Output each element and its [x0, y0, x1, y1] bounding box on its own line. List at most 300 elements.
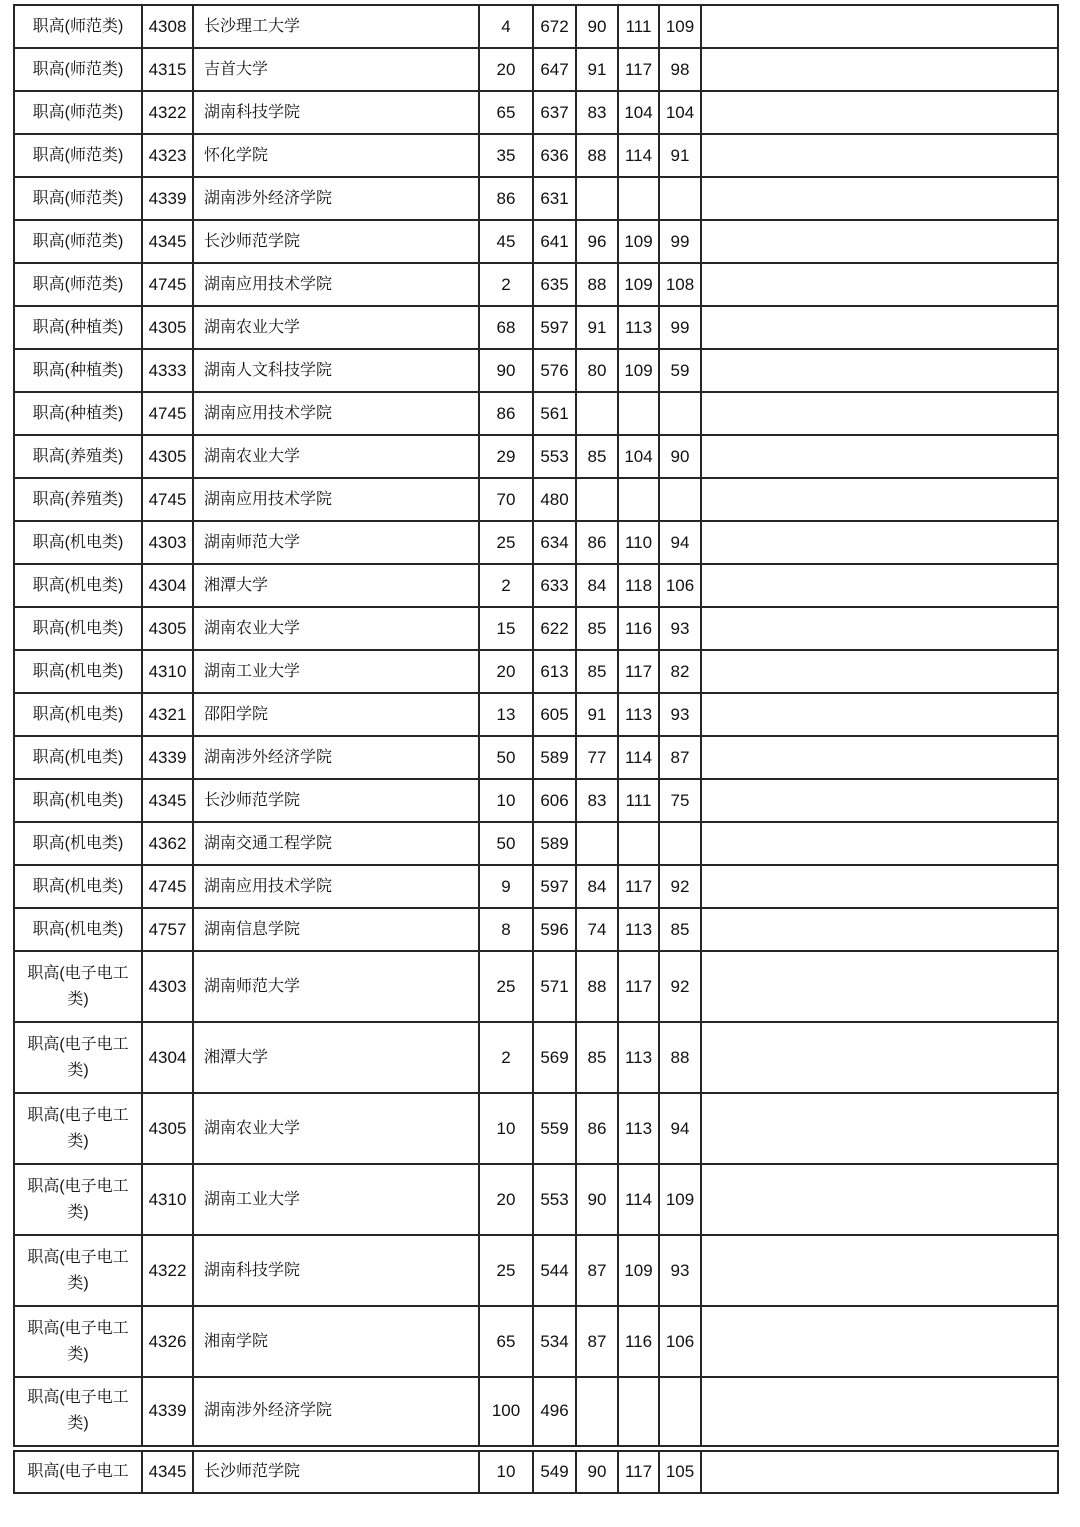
school-name-cell: 湖南工业大学 [193, 650, 479, 693]
score2-cell [618, 478, 659, 521]
total-score-cell: 553 [533, 1164, 576, 1235]
school-code-cell: 4345 [142, 1448, 193, 1493]
plan-count-cell: 20 [479, 1164, 533, 1235]
school-name-cell: 湖南人文科技学院 [193, 349, 479, 392]
score2-cell: 117 [618, 865, 659, 908]
total-score-cell: 633 [533, 564, 576, 607]
score2-cell: 116 [618, 1306, 659, 1377]
school-name-cell: 长沙师范学院 [193, 1448, 479, 1493]
score2-cell [618, 1377, 659, 1448]
note-cell [701, 822, 1058, 865]
table-row [14, 908, 1058, 951]
total-score-cell: 613 [533, 650, 576, 693]
score3-cell [659, 392, 701, 435]
school-name-cell: 湖南工业大学 [193, 1164, 479, 1235]
total-score-cell: 549 [533, 1448, 576, 1493]
note-cell [701, 134, 1058, 177]
category-cell: 职高(电子电工类) [14, 1377, 142, 1448]
score3-cell: 92 [659, 951, 701, 1022]
table-row [14, 650, 1058, 693]
school-code-cell: 4326 [142, 1306, 193, 1377]
note-cell [701, 693, 1058, 736]
score2-cell: 114 [618, 736, 659, 779]
total-score-cell: 559 [533, 1093, 576, 1164]
school-name-cell: 湖南涉外经济学院 [193, 177, 479, 220]
note-cell [701, 392, 1058, 435]
table-row [14, 521, 1058, 564]
plan-count-cell: 2 [479, 564, 533, 607]
score1-cell: 90 [576, 1164, 618, 1235]
plan-count-cell: 4 [479, 5, 533, 48]
school-code-cell: 4745 [142, 392, 193, 435]
score3-cell: 92 [659, 865, 701, 908]
table-row [14, 306, 1058, 349]
category-cell: 职高(种植类) [14, 349, 142, 392]
score3-cell [659, 177, 701, 220]
score2-cell: 111 [618, 5, 659, 48]
category-cell: 职高(师范类) [14, 177, 142, 220]
school-code-cell: 4304 [142, 564, 193, 607]
total-score-cell: 576 [533, 349, 576, 392]
plan-count-cell: 86 [479, 392, 533, 435]
category-cell: 职高(师范类) [14, 220, 142, 263]
score1-cell: 80 [576, 349, 618, 392]
table-row [14, 435, 1058, 478]
admission-score-table [13, 4, 1059, 1494]
category-cell: 职高(养殖类) [14, 435, 142, 478]
table-row [14, 822, 1058, 865]
score3-cell: 98 [659, 48, 701, 91]
score2-cell: 109 [618, 1235, 659, 1306]
school-name-cell: 湖南农业大学 [193, 1093, 479, 1164]
score1-cell: 84 [576, 564, 618, 607]
school-code-cell: 4321 [142, 693, 193, 736]
score2-cell: 113 [618, 1093, 659, 1164]
note-cell [701, 91, 1058, 134]
total-score-cell: 634 [533, 521, 576, 564]
score2-cell [618, 177, 659, 220]
school-code-cell: 4362 [142, 822, 193, 865]
table-row [14, 263, 1058, 306]
score1-cell: 83 [576, 779, 618, 822]
note-cell [701, 650, 1058, 693]
table-row [14, 779, 1058, 822]
note-cell [701, 521, 1058, 564]
total-score-cell: 641 [533, 220, 576, 263]
school-code-cell: 4333 [142, 349, 193, 392]
score1-cell: 85 [576, 650, 618, 693]
total-score-cell: 544 [533, 1235, 576, 1306]
school-code-cell: 4345 [142, 779, 193, 822]
plan-count-cell: 25 [479, 1235, 533, 1306]
note-cell [701, 306, 1058, 349]
table-row [14, 1093, 1058, 1164]
score2-cell: 114 [618, 134, 659, 177]
score-table-body [14, 5, 1058, 1493]
score1-cell: 88 [576, 951, 618, 1022]
score2-cell: 113 [618, 693, 659, 736]
score3-cell: 99 [659, 220, 701, 263]
plan-count-cell: 10 [479, 1093, 533, 1164]
score3-cell: 94 [659, 1093, 701, 1164]
school-code-cell: 4303 [142, 951, 193, 1022]
plan-count-cell: 2 [479, 1022, 533, 1093]
plan-count-cell: 20 [479, 650, 533, 693]
plan-count-cell: 25 [479, 951, 533, 1022]
table-row [14, 220, 1058, 263]
score1-cell: 91 [576, 306, 618, 349]
category-cell: 职高(师范类) [14, 5, 142, 48]
score1-cell: 84 [576, 865, 618, 908]
note-cell [701, 607, 1058, 650]
plan-count-cell: 65 [479, 91, 533, 134]
category-cell: 职高(机电类) [14, 822, 142, 865]
score2-cell [618, 822, 659, 865]
note-cell [701, 48, 1058, 91]
plan-count-cell: 86 [479, 177, 533, 220]
score2-cell: 113 [618, 908, 659, 951]
score1-cell: 74 [576, 908, 618, 951]
note-cell [701, 1093, 1058, 1164]
score3-cell: 99 [659, 306, 701, 349]
score1-cell: 85 [576, 1022, 618, 1093]
score1-cell: 83 [576, 91, 618, 134]
school-name-cell: 湖南信息学院 [193, 908, 479, 951]
table-row [14, 1235, 1058, 1306]
category-cell: 职高(机电类) [14, 779, 142, 822]
score3-cell [659, 1377, 701, 1448]
total-score-cell: 636 [533, 134, 576, 177]
school-code-cell: 4305 [142, 1093, 193, 1164]
school-name-cell: 湖南应用技术学院 [193, 263, 479, 306]
plan-count-cell: 8 [479, 908, 533, 951]
score1-cell [576, 822, 618, 865]
total-score-cell: 561 [533, 392, 576, 435]
category-cell: 职高(机电类) [14, 650, 142, 693]
score2-cell: 113 [618, 306, 659, 349]
total-score-cell: 496 [533, 1377, 576, 1448]
table-row [14, 607, 1058, 650]
note-cell [701, 1377, 1058, 1448]
category-cell: 职高(机电类) [14, 865, 142, 908]
total-score-cell: 622 [533, 607, 576, 650]
note-cell [701, 1164, 1058, 1235]
score3-cell: 82 [659, 650, 701, 693]
score2-cell: 104 [618, 91, 659, 134]
school-code-cell: 4310 [142, 1164, 193, 1235]
plan-count-cell: 45 [479, 220, 533, 263]
score3-cell: 105 [659, 1448, 701, 1493]
total-score-cell: 569 [533, 1022, 576, 1093]
plan-count-cell: 13 [479, 693, 533, 736]
table-row [14, 349, 1058, 392]
school-code-cell: 4308 [142, 5, 193, 48]
score2-cell: 109 [618, 349, 659, 392]
school-name-cell: 湖南师范大学 [193, 521, 479, 564]
plan-count-cell: 90 [479, 349, 533, 392]
score1-cell: 88 [576, 134, 618, 177]
school-name-cell: 湖南农业大学 [193, 607, 479, 650]
school-code-cell: 4303 [142, 521, 193, 564]
score3-cell [659, 822, 701, 865]
school-code-cell: 4310 [142, 650, 193, 693]
school-name-cell: 湘南学院 [193, 1306, 479, 1377]
score2-cell: 117 [618, 1448, 659, 1493]
plan-count-cell: 25 [479, 521, 533, 564]
score1-cell [576, 392, 618, 435]
score2-cell: 111 [618, 779, 659, 822]
note-cell [701, 435, 1058, 478]
school-code-cell: 4339 [142, 736, 193, 779]
score2-cell: 117 [618, 650, 659, 693]
school-name-cell: 湘潭大学 [193, 1022, 479, 1093]
note-cell [701, 220, 1058, 263]
plan-count-cell: 35 [479, 134, 533, 177]
category-cell: 职高(师范类) [14, 48, 142, 91]
category-cell: 职高(机电类) [14, 693, 142, 736]
school-code-cell: 4305 [142, 435, 193, 478]
school-name-cell: 长沙理工大学 [193, 5, 479, 48]
school-name-cell: 湖南农业大学 [193, 435, 479, 478]
category-cell: 职高(电子电工 [14, 1448, 142, 1493]
score1-cell: 91 [576, 48, 618, 91]
table-row [14, 134, 1058, 177]
table-row [14, 736, 1058, 779]
score2-cell: 110 [618, 521, 659, 564]
score2-cell: 117 [618, 48, 659, 91]
total-score-cell: 553 [533, 435, 576, 478]
score3-cell: 108 [659, 263, 701, 306]
score3-cell: 59 [659, 349, 701, 392]
score2-cell: 109 [618, 263, 659, 306]
table-row [14, 392, 1058, 435]
school-name-cell: 湖南科技学院 [193, 1235, 479, 1306]
note-cell [701, 5, 1058, 48]
score1-cell: 86 [576, 1093, 618, 1164]
total-score-cell: 480 [533, 478, 576, 521]
total-score-cell: 672 [533, 5, 576, 48]
category-cell: 职高(师范类) [14, 91, 142, 134]
total-score-cell: 631 [533, 177, 576, 220]
school-name-cell: 湖南师范大学 [193, 951, 479, 1022]
table-row [14, 5, 1058, 48]
plan-count-cell: 9 [479, 865, 533, 908]
total-score-cell: 597 [533, 865, 576, 908]
score3-cell: 93 [659, 607, 701, 650]
school-code-cell: 4345 [142, 220, 193, 263]
note-cell [701, 1022, 1058, 1093]
table-row [14, 564, 1058, 607]
score1-cell [576, 177, 618, 220]
school-name-cell: 湖南应用技术学院 [193, 865, 479, 908]
category-cell: 职高(机电类) [14, 564, 142, 607]
school-code-cell: 4305 [142, 607, 193, 650]
category-cell: 职高(机电类) [14, 908, 142, 951]
score3-cell: 91 [659, 134, 701, 177]
score2-cell: 109 [618, 220, 659, 263]
score2-cell [618, 392, 659, 435]
table-row [14, 1022, 1058, 1093]
note-cell [701, 177, 1058, 220]
table-row [14, 1377, 1058, 1448]
score2-cell: 113 [618, 1022, 659, 1093]
school-code-cell: 4745 [142, 478, 193, 521]
note-cell [701, 908, 1058, 951]
plan-count-cell: 50 [479, 736, 533, 779]
school-name-cell: 湖南涉外经济学院 [193, 736, 479, 779]
school-code-cell: 4339 [142, 177, 193, 220]
school-name-cell: 邵阳学院 [193, 693, 479, 736]
table-row [14, 91, 1058, 134]
score3-cell: 90 [659, 435, 701, 478]
category-cell: 职高(种植类) [14, 306, 142, 349]
note-cell [701, 263, 1058, 306]
category-cell: 职高(养殖类) [14, 478, 142, 521]
category-cell: 职高(种植类) [14, 392, 142, 435]
total-score-cell: 647 [533, 48, 576, 91]
score3-cell [659, 478, 701, 521]
school-name-cell: 湖南科技学院 [193, 91, 479, 134]
category-cell: 职高(机电类) [14, 736, 142, 779]
plan-count-cell: 68 [479, 306, 533, 349]
plan-count-cell: 10 [479, 1448, 533, 1493]
score3-cell: 104 [659, 91, 701, 134]
school-name-cell: 湖南交通工程学院 [193, 822, 479, 865]
school-name-cell: 长沙师范学院 [193, 220, 479, 263]
total-score-cell: 534 [533, 1306, 576, 1377]
score3-cell: 87 [659, 736, 701, 779]
score1-cell: 77 [576, 736, 618, 779]
note-cell [701, 865, 1058, 908]
plan-count-cell: 15 [479, 607, 533, 650]
score3-cell: 75 [659, 779, 701, 822]
score3-cell: 106 [659, 1306, 701, 1377]
school-code-cell: 4745 [142, 865, 193, 908]
score1-cell: 85 [576, 607, 618, 650]
total-score-cell: 605 [533, 693, 576, 736]
note-cell [701, 564, 1058, 607]
score3-cell: 93 [659, 1235, 701, 1306]
score2-cell: 104 [618, 435, 659, 478]
school-name-cell: 湖南农业大学 [193, 306, 479, 349]
school-code-cell: 4304 [142, 1022, 193, 1093]
category-cell: 职高(电子电工类) [14, 951, 142, 1022]
score3-cell: 94 [659, 521, 701, 564]
score1-cell: 90 [576, 1448, 618, 1493]
score3-cell: 93 [659, 693, 701, 736]
category-cell: 职高(师范类) [14, 263, 142, 306]
total-score-cell: 589 [533, 736, 576, 779]
score1-cell: 96 [576, 220, 618, 263]
score2-cell: 114 [618, 1164, 659, 1235]
score1-cell [576, 478, 618, 521]
plan-count-cell: 70 [479, 478, 533, 521]
category-cell: 职高(电子电工类) [14, 1164, 142, 1235]
total-score-cell: 596 [533, 908, 576, 951]
table-row [14, 865, 1058, 908]
school-name-cell: 吉首大学 [193, 48, 479, 91]
plan-count-cell: 10 [479, 779, 533, 822]
score3-cell: 109 [659, 5, 701, 48]
school-name-cell: 湘潭大学 [193, 564, 479, 607]
note-cell [701, 1448, 1058, 1493]
school-name-cell: 怀化学院 [193, 134, 479, 177]
table-row [14, 1164, 1058, 1235]
category-cell: 职高(电子电工类) [14, 1306, 142, 1377]
school-code-cell: 4745 [142, 263, 193, 306]
table-row [14, 951, 1058, 1022]
category-cell: 职高(电子电工类) [14, 1235, 142, 1306]
score1-cell: 88 [576, 263, 618, 306]
score1-cell: 86 [576, 521, 618, 564]
school-code-cell: 4315 [142, 48, 193, 91]
note-cell [701, 951, 1058, 1022]
plan-count-cell: 20 [479, 48, 533, 91]
school-code-cell: 4305 [142, 306, 193, 349]
school-name-cell: 湖南应用技术学院 [193, 392, 479, 435]
total-score-cell: 606 [533, 779, 576, 822]
school-name-cell: 湖南涉外经济学院 [193, 1377, 479, 1448]
note-cell [701, 478, 1058, 521]
table-row [14, 1306, 1058, 1377]
school-code-cell: 4322 [142, 1235, 193, 1306]
score2-cell: 117 [618, 951, 659, 1022]
category-cell: 职高(机电类) [14, 607, 142, 650]
table-row [14, 1448, 1058, 1493]
school-code-cell: 4323 [142, 134, 193, 177]
plan-count-cell: 65 [479, 1306, 533, 1377]
note-cell [701, 1306, 1058, 1377]
plan-count-cell: 100 [479, 1377, 533, 1448]
score1-cell [576, 1377, 618, 1448]
school-name-cell: 湖南应用技术学院 [193, 478, 479, 521]
plan-count-cell: 2 [479, 263, 533, 306]
plan-count-cell: 29 [479, 435, 533, 478]
category-cell: 职高(电子电工类) [14, 1093, 142, 1164]
category-cell: 职高(机电类) [14, 521, 142, 564]
category-cell: 职高(师范类) [14, 134, 142, 177]
score1-cell: 87 [576, 1306, 618, 1377]
score3-cell: 88 [659, 1022, 701, 1093]
total-score-cell: 571 [533, 951, 576, 1022]
total-score-cell: 637 [533, 91, 576, 134]
note-cell [701, 779, 1058, 822]
total-score-cell: 597 [533, 306, 576, 349]
table-row [14, 478, 1058, 521]
plan-count-cell: 50 [479, 822, 533, 865]
score1-cell: 90 [576, 5, 618, 48]
school-code-cell: 4322 [142, 91, 193, 134]
score2-cell: 118 [618, 564, 659, 607]
school-code-cell: 4757 [142, 908, 193, 951]
school-name-cell: 长沙师范学院 [193, 779, 479, 822]
total-score-cell: 635 [533, 263, 576, 306]
category-cell: 职高(电子电工类) [14, 1022, 142, 1093]
total-score-cell: 589 [533, 822, 576, 865]
school-code-cell: 4339 [142, 1377, 193, 1448]
score2-cell: 116 [618, 607, 659, 650]
score1-cell: 87 [576, 1235, 618, 1306]
score3-cell: 85 [659, 908, 701, 951]
score1-cell: 85 [576, 435, 618, 478]
note-cell [701, 1235, 1058, 1306]
table-row [14, 693, 1058, 736]
note-cell [701, 736, 1058, 779]
note-cell [701, 349, 1058, 392]
table-row [14, 48, 1058, 91]
score3-cell: 109 [659, 1164, 701, 1235]
table-row [14, 177, 1058, 220]
